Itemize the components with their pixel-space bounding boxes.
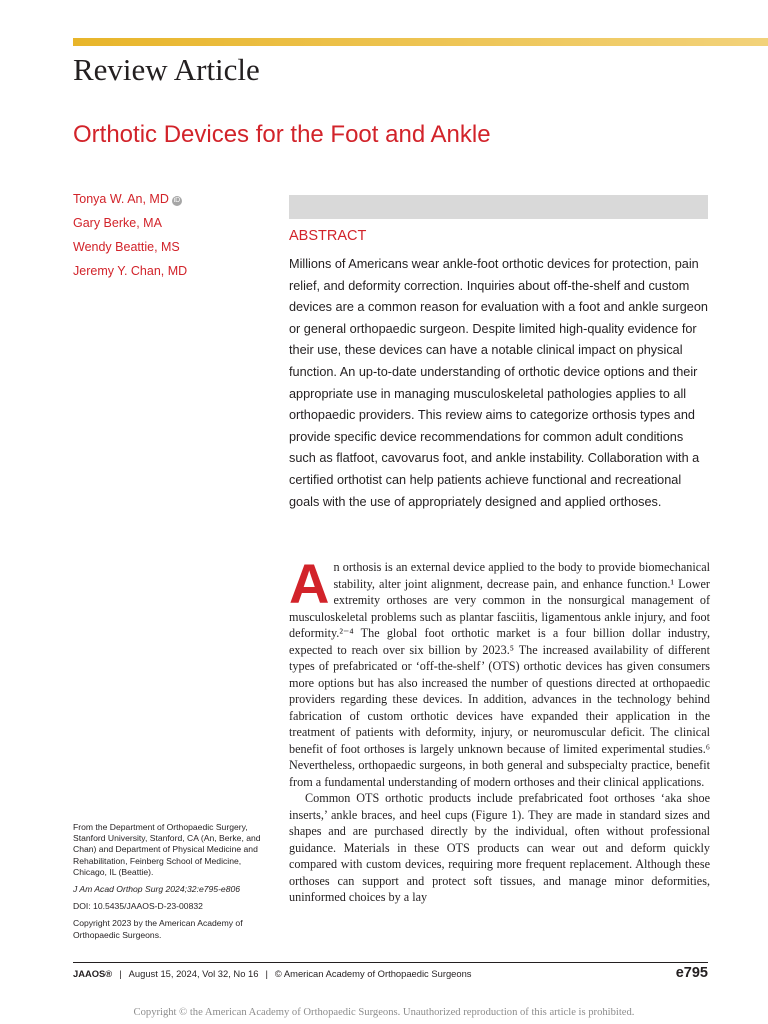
affiliation-note: From the Department of Orthopaedic Surgery, Stanford University, Stanford, CA (An, Berke, and Chan) and Department of Physical Medicine and Rehabilitation, Feinberg School of Medicine, Chicago, IL (Beattie). — [73, 822, 261, 877]
author-name: Tonya W. An, MD — [73, 192, 169, 206]
body-paragraph-1-text: n orthosis is an external device applied to the body to provide biomechanical stability, alter joint alignment, decrease pain, and enhance function.¹ Lower extremity orthoses are very common in the nonsurgical management of musculoskeletal problems such as plantar fasciitis, ligamentous ankle injury, and foot deformity.²⁻⁴ The global foot orthotic market is a four billion dollar industry, expected to reach over six billion by 2023.⁵ The increased availability of different types of prefabricated or ‘off-the-shelf’ (OTS) orthotic devices has given consumers more options but has also increased the number of questions directed at orthopaedic providers regarding these devices. In addition, advances in the technology behind fabrication of custom orthotic devices have expanded their application in the treatment of patients with deformity, injury, or neuromuscular deficit. The clinical benefit of foot orthoses is largely unknown because of limited experimental studies.⁶ Nevertheless, orthopaedic surgeons, in both general and subspecialty practice, benefit from a fundamental understanding of modern orthoses and their clinical applications. — [289, 560, 710, 789]
journal-name: JAAOS® — [73, 968, 113, 979]
abstract-band — [289, 195, 708, 219]
author-item[interactable] — [73, 239, 273, 263]
footer-separator: | — [119, 968, 122, 979]
footer-divider — [73, 962, 708, 963]
author-name: Wendy Beattie, MS — [73, 240, 180, 254]
page-footer — [73, 968, 708, 979]
author-name: Jeremy Y. Chan, MD — [73, 264, 188, 278]
author-item[interactable] — [73, 215, 273, 239]
doi-link[interactable]: DOI: 10.5435/JAAOS-D-23-00832 — [73, 901, 203, 912]
article-footnote — [73, 822, 273, 947]
page-number: e795 — [675, 965, 708, 981]
drop-cap: A — [289, 552, 330, 615]
abstract-heading: ABSTRACT — [289, 228, 367, 244]
abstract-text: Millions of Americans wear ankle-foot orthotic devices for protection, pain relief, and deformity correction. Inquiries about off-the-shelf and custom devices are a common reason for evaluation with a foot and ankle surgeon or general orthopaedic surgeon. Despite limited high-quality evidence for their use, these devices can have a notable clinical impact on physical function. An up-to-date understanding of orthotic device options and their appropriate use in managing musculoskeletal pathologies applies to all orthopaedic providers. This review aims to categorize orthosis types and provide specific device recommendations for common adult conditions such as flatfoot, cavovarus foot, and ankle instability. Collaboration with a certified orthotist can help patients achieve functional and recreational goals with the use of appropriately designed and applied orthoses. — [289, 257, 708, 509]
orcid-icon[interactable]: iD — [173, 197, 181, 204]
author-item[interactable] — [73, 191, 273, 215]
author-item[interactable] — [73, 263, 273, 287]
header-accent-bar — [73, 38, 768, 46]
copyright-notice: Copyright © the American Academy of Orthopaedic Surgeons. Unauthorized reproduction of this article is prohibited. — [133, 1007, 635, 1018]
citation-note: J Am Acad Orthop Surg 2024;32:e795-e806 — [73, 884, 241, 895]
author-name: Gary Berke, MA — [73, 216, 162, 230]
footer-separator: | — [265, 968, 268, 979]
body-paragraph-1 — [289, 552, 710, 790]
publisher-info: © American Academy of Orthopaedic Surgeons — [274, 968, 472, 979]
article-body — [289, 552, 710, 906]
issue-info: August 15, 2024, Vol 32, No 16 — [128, 968, 259, 979]
copyright-note: Copyright 2023 by the American Academy of Orthopaedic Surgeons. — [73, 918, 243, 940]
section-label: Review Article — [73, 52, 260, 87]
article-title: Orthotic Devices for the Foot and Ankle — [73, 121, 491, 148]
body-paragraph-2: Common OTS orthotic products include prefabricated foot orthoses ‘aka shoe inserts,’ ankle braces, and heel cups (Figure 1). They are made in standard sizes and shapes and are purchased directly by the individual, often without professional guidance. Materials in these OTS products can wear out and deform quickly compared with custom devices, requiring more frequent replacement. Although these orthoses can support and protect soft tissues, and manage minor deformities, uninformed choices by a lay — [289, 791, 710, 904]
author-list — [73, 191, 273, 287]
